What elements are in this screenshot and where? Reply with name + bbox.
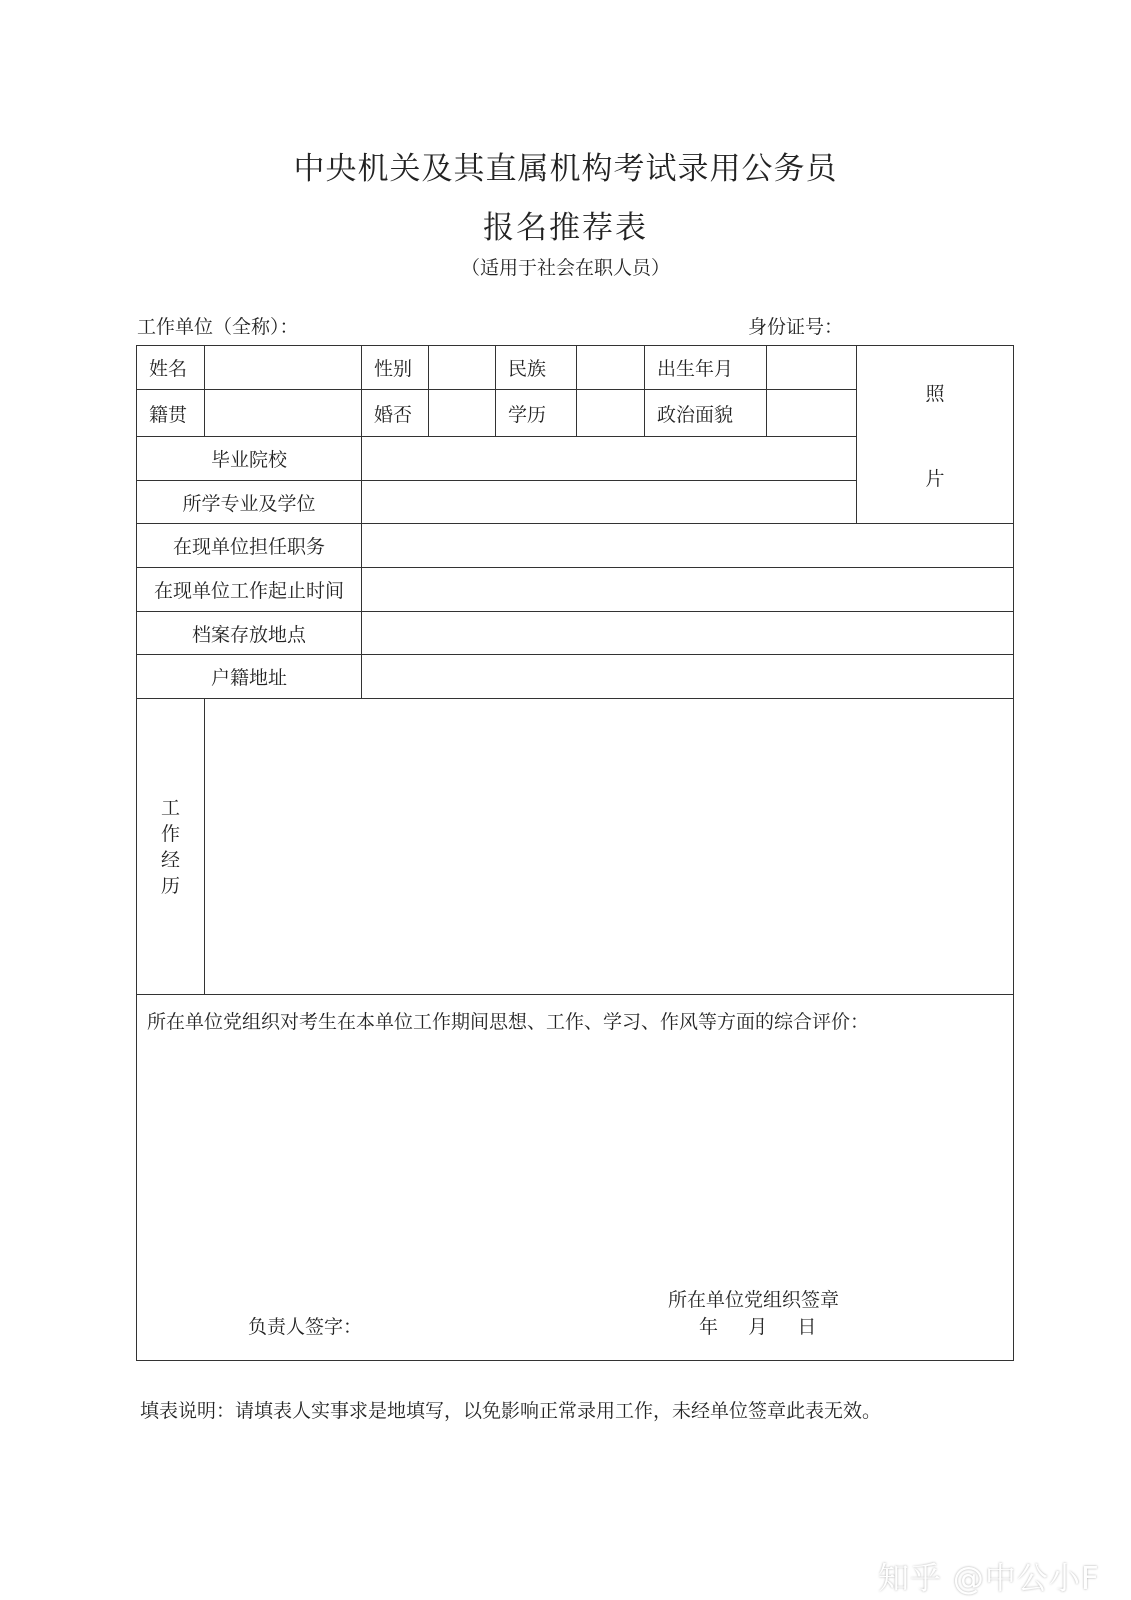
photo-char-2: 片 [925, 467, 945, 490]
name-field[interactable] [205, 346, 362, 390]
work-history-char-1: 工 [160, 796, 180, 819]
school-field[interactable] [362, 437, 857, 481]
education-field[interactable] [577, 390, 645, 437]
position-field[interactable] [362, 524, 1014, 568]
work-history-char-2: 作 [160, 822, 180, 845]
fill-instructions-note: 填表说明：请填表人实事求是地填写，以免影响正常录用工作，未经单位签章此表无效。 [140, 1400, 882, 1422]
evaluation-label: 所在单位党组织对考生在本单位工作期间思想、工作、学习、作风等方面的综合评价： [147, 1011, 870, 1033]
id-number-label: 身份证号： [748, 316, 844, 338]
work-unit-label: 工作单位（全称）： [137, 316, 299, 338]
form-title-line1: 中央机关及其直属机构考试录用公务员 [293, 151, 838, 187]
work-period-field[interactable] [362, 568, 1014, 612]
birth-field[interactable] [767, 346, 857, 390]
form-title-line2: 报名推荐表 [483, 210, 648, 246]
photo-char-1: 照 [925, 382, 945, 405]
archive-label: 档案存放地点 [137, 612, 362, 655]
marital-field[interactable] [429, 390, 496, 437]
signature-label: 负责人签字： [248, 1316, 363, 1338]
work-history-char-3: 经 [160, 848, 180, 871]
evaluation-section[interactable] [137, 995, 1014, 1361]
org-seal-label: 所在单位党组织签章 [668, 1289, 840, 1311]
registration-form-table [136, 345, 1014, 1361]
archive-field[interactable] [362, 612, 1014, 655]
ethnicity-field[interactable] [577, 346, 645, 390]
gender-field[interactable] [429, 346, 496, 390]
political-label: 政治面貌 [645, 390, 767, 437]
birth-label: 出生年月 [645, 346, 767, 390]
watermark: 知乎 @中公小F [878, 1561, 1100, 1597]
work-period-label: 在现单位工作起止时间 [137, 568, 362, 612]
position-label: 在现单位担任职务 [137, 524, 362, 568]
household-field[interactable] [362, 655, 1014, 699]
major-degree-label: 所学专业及学位 [137, 481, 362, 524]
household-label: 户籍地址 [137, 655, 362, 699]
photo-box[interactable] [857, 346, 1014, 524]
name-label: 姓名 [137, 346, 205, 390]
gender-label: 性别 [362, 346, 429, 390]
education-label: 学历 [496, 390, 577, 437]
work-history-char-4: 历 [160, 874, 180, 897]
major-degree-field[interactable] [362, 481, 857, 524]
school-label: 毕业院校 [137, 437, 362, 481]
date-label: 年 月 日 [699, 1316, 817, 1338]
work-history-field[interactable] [205, 699, 1014, 995]
native-place-label: 籍贯 [137, 390, 205, 437]
form-subtitle: （适用于社会在职人员） [460, 257, 670, 279]
marital-label: 婚否 [362, 390, 429, 437]
native-place-field[interactable] [205, 390, 362, 437]
political-field[interactable] [767, 390, 857, 437]
work-history-label [137, 699, 205, 995]
ethnicity-label: 民族 [496, 346, 577, 390]
